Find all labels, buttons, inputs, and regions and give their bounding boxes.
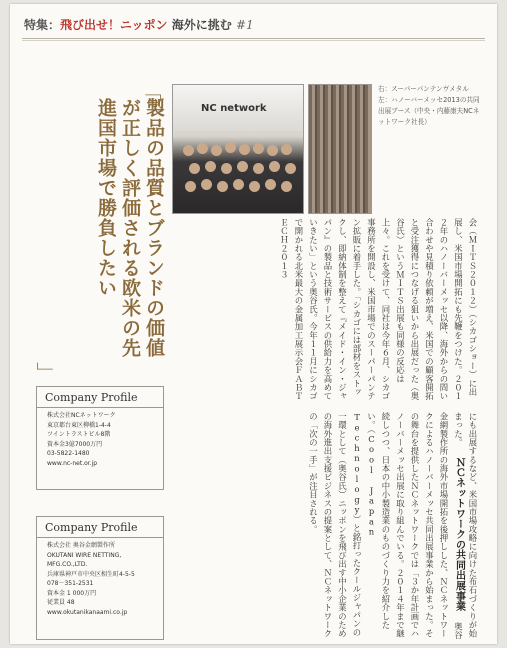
paragraph: にも出展するなど、米国市場攻略に向けた布石づくりが始まった。 — [453, 412, 478, 638]
article-column-upper — [170, 218, 480, 404]
profile-address: 東京都台東区柳橋1-4-4 — [47, 421, 111, 429]
quote-open: 「 — [136, 80, 161, 102]
company-profile-okutani — [36, 516, 164, 640]
profile-phone: 03-5822-1480 — [47, 450, 90, 457]
paragraph: ニッポンを飛び出す中小企業のための海外進出支援ビジネスの提案として、ＮＣネットワークの「次の一手」が注目される。 — [308, 412, 348, 638]
profile-title: Company Profile — [37, 517, 163, 538]
article-column-lower — [170, 412, 480, 640]
profile-address: 兵庫県神戸市中央区相生町4-5-5 — [47, 570, 135, 578]
header-title: 飛び出せ！ニッポン — [60, 18, 168, 32]
paragraph: 「シカゴには部材をストックし、即納体制を整えて『メイド・イン・ジャパン』の製品と技術サービスの供給力を高めていきたい」という奥谷氏。今年１１月にシカゴで開かれる北米最大の金属加工展示会ＦＡＢＴＥＣＨ２０１３ — [279, 218, 362, 401]
headline-text: 製品の品質とブランドの価値が正しく評価される欧米の先進国市場で勝負したい — [95, 98, 165, 358]
paragraph: うＭＩＴＳ出展も同様の反応は上々。これを受けて、同社は今年６月、シカゴ事務所を開設し、米国市場でのスーパーパンテン拡販に着手した。 — [352, 218, 406, 401]
profile-title: Company Profile — [37, 387, 163, 408]
crowd-figures — [179, 139, 297, 205]
group-photo — [172, 84, 304, 214]
paragraph: 年のハノーバーメッセ以降、海外からの問い合わせや見積り依頼が増え、米国での顧客開拓と受注獲得につなげる狙いから出展だった（奥谷氏）とい — [395, 218, 449, 401]
profile-company-name-en-2: MFG.CO.,LTD. — [47, 561, 88, 568]
photo-caption: 右：スーパーパンテンヴメタル 左：ハノーバーメッセ2013の共同出展ブース（中央・内藤康夫NCネットワーク社長） — [378, 85, 480, 126]
profile-company-name-en: OKUTANI WIRE NETTING, — [47, 551, 122, 559]
quote-close: 」 — [33, 362, 58, 384]
wire-mesh-photo — [308, 84, 372, 214]
paragraph: その舞台を提供したＮＣネットワークでは「３か年計画でハノーバーメッセ出展に取り組んでいる。２０１４年まで継続しつつ、日本の中小製造業のものづくり力を紹介したい。（Cool Japan Technology）と銘打ったクールジャパンの一環として（奥谷氏） — [337, 412, 435, 638]
header-rule-secondary — [22, 40, 485, 41]
magazine-page — [10, 4, 497, 644]
header-label: 特集： — [24, 18, 61, 32]
header-rule — [22, 38, 485, 39]
paragraph: 奥谷金網製作所の海外市場開拓を後押しした、ＮＣネットワークによるハノーバーメッセ共同出展事業から始まった。 — [424, 412, 464, 640]
profile-company-name: 株式会社NCネットワーク — [47, 412, 116, 419]
profile-capital: 資本金 1 000万円 — [47, 589, 97, 597]
profile-company-name: 株式会社 奥谷金網製作所 — [47, 542, 115, 549]
section-header — [24, 16, 254, 33]
header-subtitle: 海外に挑む — [171, 18, 232, 32]
booth-logo: NC network — [201, 103, 267, 114]
profile-building: ツイントラストビル8階 — [47, 431, 111, 438]
profile-website: www.nc-net.or.jp — [47, 459, 98, 467]
headline-block — [26, 80, 166, 384]
profile-website: www.okutanikanaami.co.jp — [47, 608, 128, 616]
profile-employees: 従業員 48 — [47, 599, 75, 606]
profile-phone: 078－351-2531 — [47, 580, 94, 587]
section-heading: ＮＣネットワークの共同出展事業 — [453, 457, 465, 612]
paragraph: 会（ＭＩＴＳ２０１２）（シカゴショー）に出展し、米国市場開拓にも先鞭をつけた。２０１２ — [439, 218, 478, 401]
profile-capital: 資本金3億7000万円 — [47, 440, 103, 448]
issue-number: #1 — [235, 18, 254, 32]
company-profile-nc-network — [36, 386, 164, 490]
